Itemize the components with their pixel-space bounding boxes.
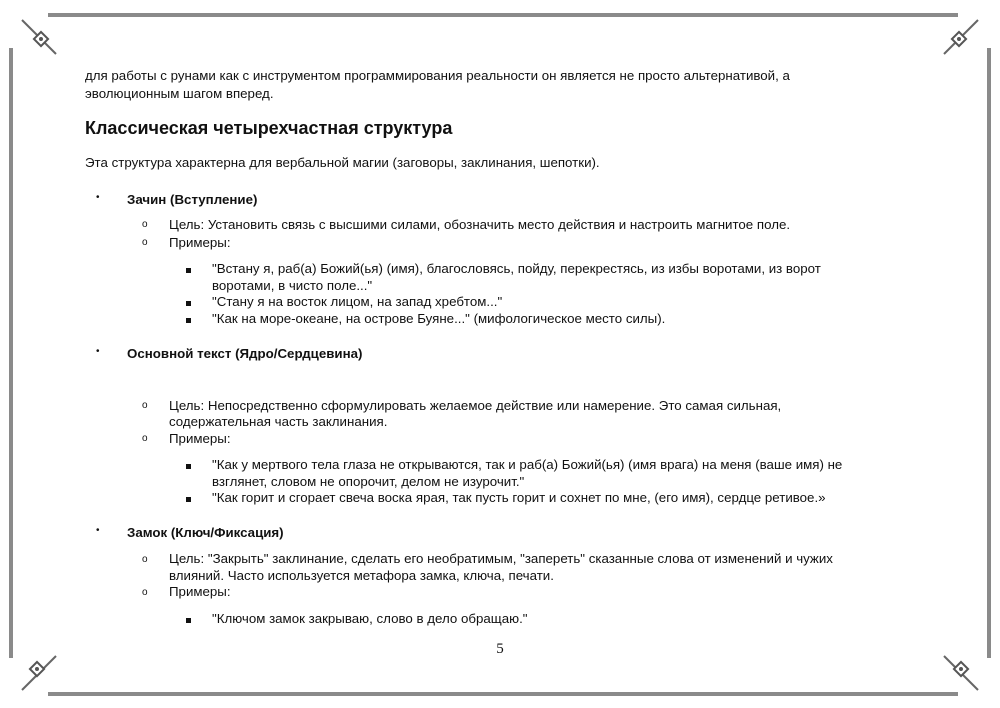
circle-bullet-icon: o xyxy=(142,554,148,565)
square-bullet-icon xyxy=(186,464,191,469)
example-quote-line: "Как на море-океане, на острове Буяне..." (мифологическое место силы). xyxy=(212,311,666,326)
part-goal: Цель: "Закрыть" заклинание, сделать его необратимым, "запереть" сказанные слова от изменений и чужих xyxy=(169,551,833,566)
frame-bottom-line xyxy=(48,692,958,696)
circle-bullet-icon: o xyxy=(142,237,148,248)
example-quote-line: "Стану я на восток лицом, на запад хребтом..." xyxy=(212,294,503,309)
part-goal: влияний. Часто используется метафора замка, ключа, печати. xyxy=(169,568,554,583)
example-quote-line: "Как у мертвого тела глаза не открываются, так и раб(а) Божий(ья) (имя врага) на меня (ваше имя) не xyxy=(212,457,843,472)
frame-top-line xyxy=(48,13,958,17)
part-goal: Цель: Непосредственно сформулировать желаемое действие или намерение. Это самая сильная, xyxy=(169,398,782,413)
frame-right-line xyxy=(987,48,991,658)
circle-bullet-icon: o xyxy=(142,219,148,230)
corner-ornament-icon xyxy=(938,16,982,60)
bullet-dot-icon: • xyxy=(96,192,100,203)
examples-label: Примеры: xyxy=(169,235,231,250)
square-bullet-icon xyxy=(186,618,191,623)
part-goal: Цель: Установить связь с высшими силами, обозначить место действия и настроить магнитое поле. xyxy=(169,217,791,232)
part-goal: содержательная часть заклинания. xyxy=(169,414,388,429)
square-bullet-icon xyxy=(186,318,191,323)
circle-bullet-icon: o xyxy=(142,400,148,411)
bullet-dot-icon: • xyxy=(96,525,100,536)
example-quote-line: "Ключом замок закрываю, слово в дело обращаю." xyxy=(212,611,528,626)
square-bullet-icon xyxy=(186,268,191,273)
page-number: 5 xyxy=(496,641,504,657)
corner-ornament-icon xyxy=(18,16,62,60)
example-quote-line: "Встану я, раб(а) Божий(ья) (имя), благословясь, пойду, перекрестясь, из избы воротами, из ворот xyxy=(212,261,821,276)
part-title: Основной текст (Ядро/Сердцевина) xyxy=(127,346,363,361)
examples-label: Примеры: xyxy=(169,431,231,446)
section-description: Эта структура характерна для вербальной магии (заговоры, заклинания, шепотки). xyxy=(85,155,600,170)
part-title: Зачин (Вступление) xyxy=(127,192,258,207)
intro-paragraph-line: для работы с рунами как с инструментом программирования реальности он является не просто альтернативой, а xyxy=(85,68,790,83)
section-title: Классическая четырехчастная структура xyxy=(85,118,453,138)
example-quote-line: воротами, в чисто поле..." xyxy=(212,278,373,293)
examples-label: Примеры: xyxy=(169,584,231,599)
square-bullet-icon xyxy=(186,497,191,502)
bullet-dot-icon: • xyxy=(96,346,100,357)
example-quote-line: взглянет, словом не опорочит, делом не изурочит." xyxy=(212,474,525,489)
square-bullet-icon xyxy=(186,301,191,306)
circle-bullet-icon: o xyxy=(142,433,148,444)
circle-bullet-icon: o xyxy=(142,587,148,598)
part-title: Замок (Ключ/Фиксация) xyxy=(127,525,284,540)
intro-paragraph-line: эволюционным шагом вперед. xyxy=(85,86,274,101)
example-quote-line: "Как горит и сгорает свеча воска ярая, так пусть горит и сохнет по мне, (его имя), сердце ретивое.» xyxy=(212,490,826,505)
frame-left-line xyxy=(9,48,13,658)
